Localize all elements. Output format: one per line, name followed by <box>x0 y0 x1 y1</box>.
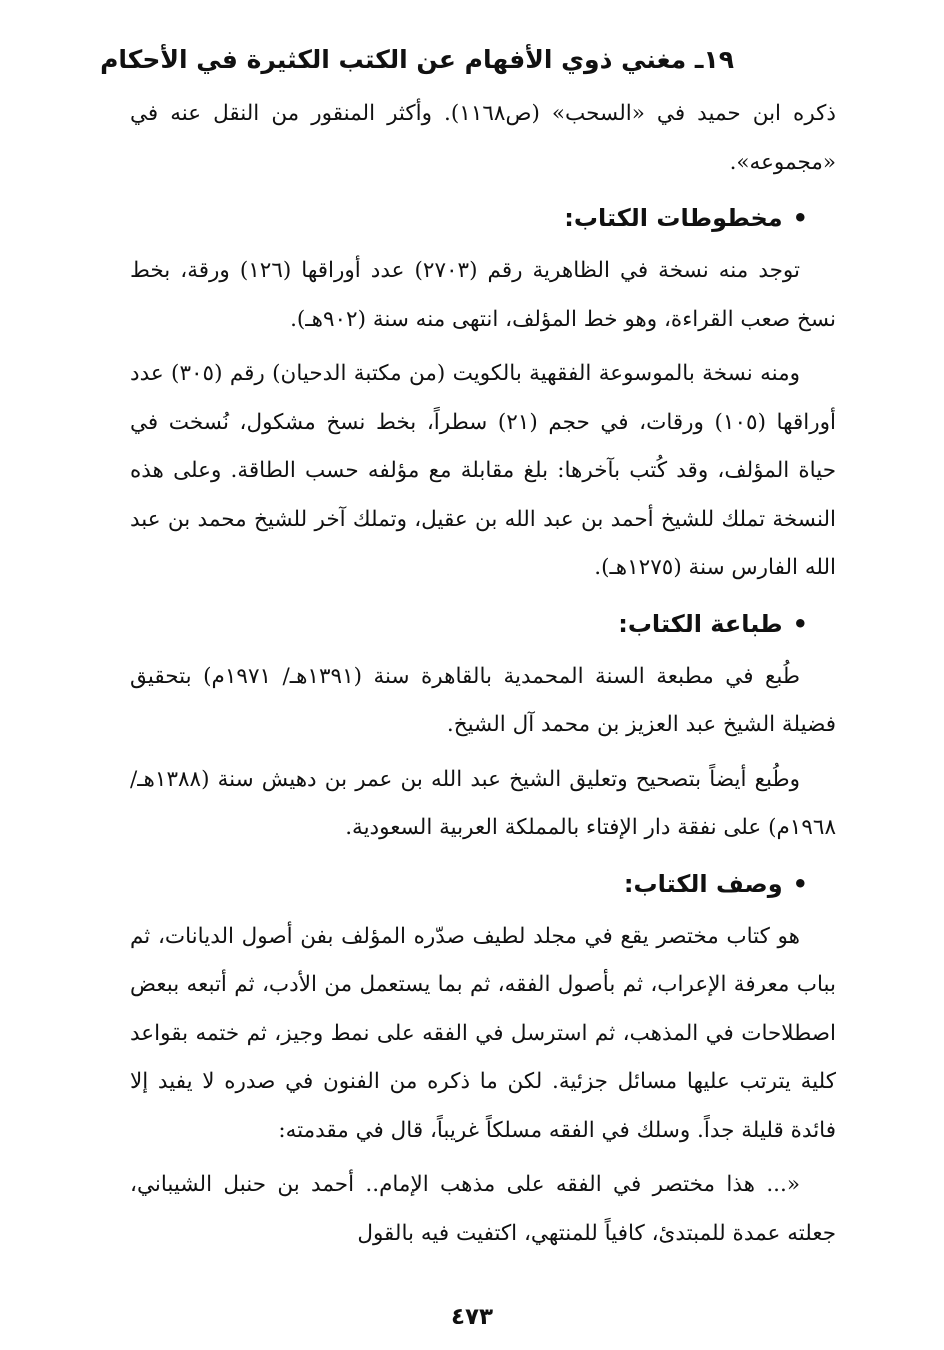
section-printing <box>130 603 836 853</box>
section-description <box>130 863 836 1259</box>
paragraph: توجد منه نسخة في الظاهرية رقم (٢٧٠٣) عدد أوراقها (١٢٦) ورقة، بخط نسخ صعب القراءة، وهو خط المؤلف، انتهى منه سنة (٩٠٢هـ). <box>130 258 836 332</box>
section-heading-description <box>130 863 836 905</box>
paragraph: وطُبع أيضاً بتصحيح وتعليق الشيخ عبد الله بن عمر بن دهيش سنة (١٣٨٨هـ/ ١٩٦٨م) على نفقة دار الإفتاء بالمملكة العربية السعودية. <box>130 766 836 840</box>
section-heading-printing <box>130 603 836 645</box>
quote-paragraph: «... هذا مختصر في الفقه على مذهب الإمام.. أحمد بن حنبل الشيباني، جعلته عمدة للمبتدئ، كافياً للمنتهي، اكتفيت فيه بالقول <box>130 1172 836 1246</box>
bullet-icon: • <box>792 869 808 898</box>
section-manuscripts <box>130 197 836 593</box>
page-title: ١٩ـ مغني ذوي الأفهام عن الكتب الكثيرة في الأحكام <box>100 45 734 74</box>
section-heading-label: مخطوطات الكتاب: <box>564 204 783 232</box>
intro-paragraph: ذكره ابن حميد في «السحب» (ص١١٦٨). وأكثر المنقور من النقل عنه في «مجموعه». <box>130 101 836 175</box>
section-heading-label: وصف الكتاب: <box>623 869 783 898</box>
page-number: ٤٧٣ <box>450 1304 494 1330</box>
section-heading-label: طباعة الكتاب: <box>618 609 783 638</box>
section-heading-manuscripts <box>130 197 836 239</box>
paragraph: ومنه نسخة بالموسوعة الفقهية بالكويت (من مكتبة الدحيان) رقم (٣٠٥) عدد أوراقها (١٠٥) ورقات، في حجم (٢١) سطراً، بخط نسخ مشكول، نُسخت في حياة المؤلف، وقد كُتب بآخرها: بلغ مقابلة مع مؤلفه حسب الطاقة. وعلى هذه النسخة تملك للشيخ أحمد بن عبد الله بن عقيل، وتملك آخر للشيخ محمد بن عبد الله الفارس سنة (١٢٧٥هـ). <box>130 361 836 580</box>
paragraph: طُبع في مطبعة السنة المحمدية بالقاهرة سنة (١٣٩١هـ/ ١٩٧١م) بتحقيق فضيلة الشيخ عبد العزيز بن محمد آل الشيخ. <box>130 663 836 737</box>
paragraph: هو كتاب مختصر يقع في مجلد لطيف صدّره المؤلف بفن أصول الديانات، ثم بباب معرفة الإعراب، ثم بأصول الفقه، ثم بما يستعمل من الأدب، ثم أتبعه ببعض اصطلاحات في المذهب، ثم استرسل في الفقه على نمط وجيز، ثم ختمه بقواعد كلية يترتب عليها مسائل جزئية. لكن ما ذكره من الفنون في صدره لا يفيد إلا فائدة قليلة جداً. وسلك في الفقه مسلكاً غريباً، قال في مقدمته: <box>130 923 836 1143</box>
bullet-icon: • <box>792 609 808 638</box>
page-body <box>130 90 836 1258</box>
bullet-icon: • <box>792 204 808 232</box>
